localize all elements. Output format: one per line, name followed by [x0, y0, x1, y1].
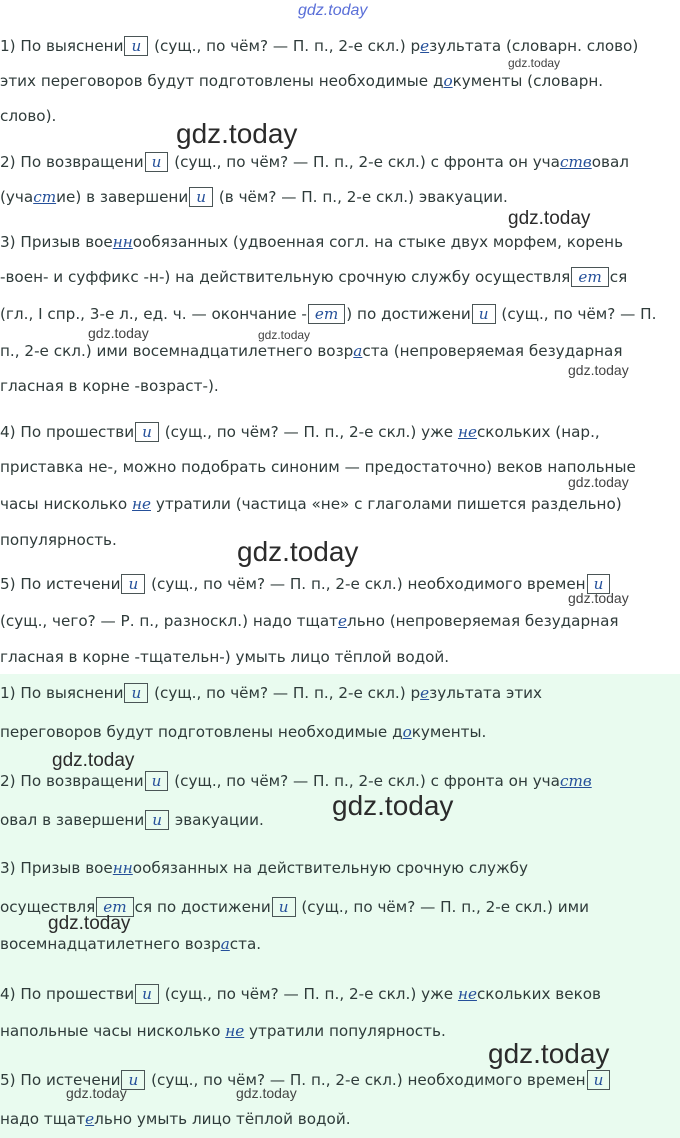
text-line: [0, 106, 56, 126]
watermark: gdz.today: [508, 208, 591, 229]
text-segment: скольких (нар.,: [476, 423, 600, 441]
text-segment: утратили популярность.: [244, 1022, 446, 1040]
text-segment: скольких веков: [476, 985, 601, 1003]
text-segment: приставка не-, можно подобрать синоним — предостаточно) веков напольные: [0, 458, 636, 476]
text-segment: овал: [591, 153, 629, 171]
text-line: [0, 574, 611, 594]
text-segment: напольные часы нисколько: [0, 1022, 226, 1040]
watermark: gdz.today: [332, 790, 454, 821]
text-segment: овал в завершени: [0, 811, 145, 829]
text-segment: ) по достижени: [346, 305, 471, 323]
text-segment: ста.: [229, 935, 262, 953]
text-segment: восемнадцатилетнего возр: [0, 935, 221, 953]
boxed-ending: и: [121, 574, 145, 594]
text-segment: популярность.: [0, 531, 117, 549]
text-line: [0, 1021, 446, 1041]
text-segment: переговоров будут подготовлены необходимые д: [0, 723, 403, 741]
highlighted-spelling: о: [443, 72, 453, 90]
watermark: gdz.today: [568, 474, 629, 490]
text-segment: 5) По истечени: [0, 575, 121, 593]
highlighted-spelling: ств: [559, 153, 592, 171]
text-segment: гласная в корне -тщательн-) умыть лицо тёплой водой.: [0, 648, 450, 666]
text-segment: эвакуации.: [170, 811, 264, 829]
text-segment: часы нисколько: [0, 495, 133, 513]
text-segment: (сущ., по чём? — П. п., 2-е скл.) необходимого времен: [146, 575, 586, 593]
boxed-ending: и: [124, 683, 148, 703]
text-line: [0, 530, 117, 550]
text-segment: ста (непроверяемая безударная: [362, 342, 623, 360]
text-line: [0, 771, 592, 791]
text-segment: 3) Призыв вое: [0, 859, 113, 877]
boxed-ending: ет: [571, 267, 608, 287]
watermark: gdz.today: [568, 590, 629, 606]
text-line: [0, 1109, 351, 1129]
text-segment: (сущ., чего? — Р. п., разноскл.) надо тщат: [0, 612, 338, 630]
text-line: [0, 722, 486, 742]
text-segment: (сущ., по чём? — П. п., 2-е скл.) необходимого времен: [146, 1071, 586, 1089]
highlighted-spelling: не: [457, 985, 477, 1003]
text-segment: льно (непроверяемая безударная: [347, 612, 619, 630]
boxed-ending: и: [121, 1070, 145, 1090]
text-line: [0, 647, 449, 667]
text-segment: (сущ., по чём? — П.: [496, 305, 657, 323]
text-line: [0, 683, 542, 703]
boxed-ending: и: [587, 1070, 611, 1090]
text-segment: утратили (частица «не» с глаголами пишется раздельно): [151, 495, 622, 513]
boxed-ending: и: [135, 422, 159, 442]
highlighted-spelling: а: [220, 935, 230, 953]
text-line: [0, 984, 601, 1004]
boxed-ending: и: [145, 810, 169, 830]
boxed-ending: и: [587, 574, 611, 594]
boxed-ending: и: [135, 984, 159, 1004]
watermark: gdz.today: [88, 325, 149, 341]
highlighted-spelling: о: [402, 723, 412, 741]
watermark-top: gdz.today: [298, 2, 368, 19]
text-line: [0, 422, 600, 442]
text-segment: -воен- и суффикс -н-) на действительную срочную службу осуществля: [0, 268, 571, 286]
text-line: [0, 858, 528, 878]
text-line: [0, 810, 264, 830]
text-line: [0, 152, 629, 172]
text-segment: 2) По возвращени: [0, 153, 144, 171]
highlighted-spelling: е: [85, 1110, 95, 1128]
text-line: [0, 36, 638, 56]
text-line: [0, 71, 603, 91]
watermark: gdz.today: [48, 913, 131, 934]
text-segment: 4) По прошестви: [0, 423, 135, 441]
watermark: gdz.today: [258, 328, 311, 342]
boxed-ending: ет: [308, 304, 345, 324]
watermark: gdz.today: [52, 750, 135, 771]
watermark: gdz.today: [236, 1085, 297, 1101]
text-segment: (сущ., по чём? — П. п., 2-е скл.) уже: [159, 423, 458, 441]
text-segment: кументы (словарн.: [452, 72, 604, 90]
text-segment: ообязанных (удвоенная согл. на стыке двух морфем, корень: [132, 233, 624, 251]
text-segment: п., 2-е скл.) ими восемнадцатилетнего возр: [0, 342, 354, 360]
text-segment: слово).: [0, 107, 57, 125]
text-segment: зультата этих: [429, 684, 543, 702]
text-segment: (сущ., по чём? — П. п., 2-е скл.) р: [149, 684, 421, 702]
text-segment: надо тщат: [0, 1110, 86, 1128]
boxed-ending: и: [189, 187, 213, 207]
text-line: [0, 232, 623, 252]
text-segment: (гл., I спр., 3-е л., ед. ч. — окончание -: [0, 305, 307, 323]
text-segment: (сущ., по чём? — П. п., 2-е скл.) с фронта он уча: [169, 772, 560, 790]
text-segment: (в чём? — П. п., 2-е скл.) эвакуации.: [214, 188, 508, 206]
highlighted-spelling: не: [225, 1022, 245, 1040]
text-segment: (сущ., по чём? — П. п., 2-е скл.) р: [149, 37, 421, 55]
text-segment: 5) По истечени: [0, 1071, 121, 1089]
highlighted-spelling: е: [338, 612, 347, 630]
text-line: [0, 187, 508, 207]
text-line: [0, 934, 261, 954]
text-line: [0, 494, 622, 514]
text-line: [0, 341, 623, 361]
text-segment: этих переговоров будут подготовлены необходимые д: [0, 72, 444, 90]
highlighted-spelling: не: [132, 495, 152, 513]
text-segment: 3) Призыв вое: [0, 233, 113, 251]
text-segment: льно умыть лицо тёплой водой.: [94, 1110, 351, 1128]
watermark: gdz.today: [488, 1038, 610, 1069]
highlighted-spelling: ст: [33, 188, 57, 206]
highlighted-spelling: нн: [112, 233, 133, 251]
boxed-ending: и: [472, 304, 496, 324]
boxed-ending: и: [124, 36, 148, 56]
text-segment: ие) в завершени: [56, 188, 189, 206]
boxed-ending: ет: [96, 897, 133, 917]
text-segment: 1) По выяснени: [0, 37, 124, 55]
boxed-ending: и: [145, 771, 169, 791]
text-segment: ся: [609, 268, 628, 286]
text-segment: (сущ., по чём? — П. п., 2-е скл.) ими: [296, 898, 589, 916]
highlighted-spelling: не: [457, 423, 477, 441]
text-segment: ся по достижени: [134, 898, 271, 916]
text-line: [0, 611, 619, 631]
boxed-ending: и: [145, 152, 169, 172]
boxed-ending: и: [272, 897, 296, 917]
text-segment: 4) По прошестви: [0, 985, 135, 1003]
highlighted-spelling: а: [353, 342, 363, 360]
text-line: [0, 267, 627, 287]
text-line: [0, 376, 219, 396]
text-segment: (уча: [0, 188, 34, 206]
text-segment: (сущ., по чём? — П. п., 2-е скл.) с фронта он уча: [169, 153, 560, 171]
text-segment: осуществля: [0, 898, 96, 916]
highlighted-spelling: е: [420, 684, 430, 702]
highlighted-spelling: ств: [559, 772, 592, 790]
watermark: gdz.today: [237, 536, 359, 567]
highlighted-spelling: нн: [112, 859, 133, 877]
text-segment: гласная в корне -возраст-).: [0, 377, 219, 395]
text-segment: зультата (словарн. слово): [429, 37, 639, 55]
text-segment: (сущ., по чём? — П. п., 2-е скл.) уже: [159, 985, 458, 1003]
text-line: [0, 304, 656, 324]
text-segment: ообязанных на действительную срочную службу: [132, 859, 528, 877]
text-line: [0, 457, 636, 477]
watermark: gdz.today: [66, 1085, 127, 1101]
watermark: gdz.today: [568, 362, 629, 378]
text-segment: кументы.: [411, 723, 487, 741]
highlighted-spelling: е: [420, 37, 430, 55]
watermark: gdz.today: [176, 118, 298, 149]
text-segment: 1) По выяснени: [0, 684, 124, 702]
watermark: gdz.today: [508, 56, 561, 70]
text-segment: 2) По возвращени: [0, 772, 144, 790]
